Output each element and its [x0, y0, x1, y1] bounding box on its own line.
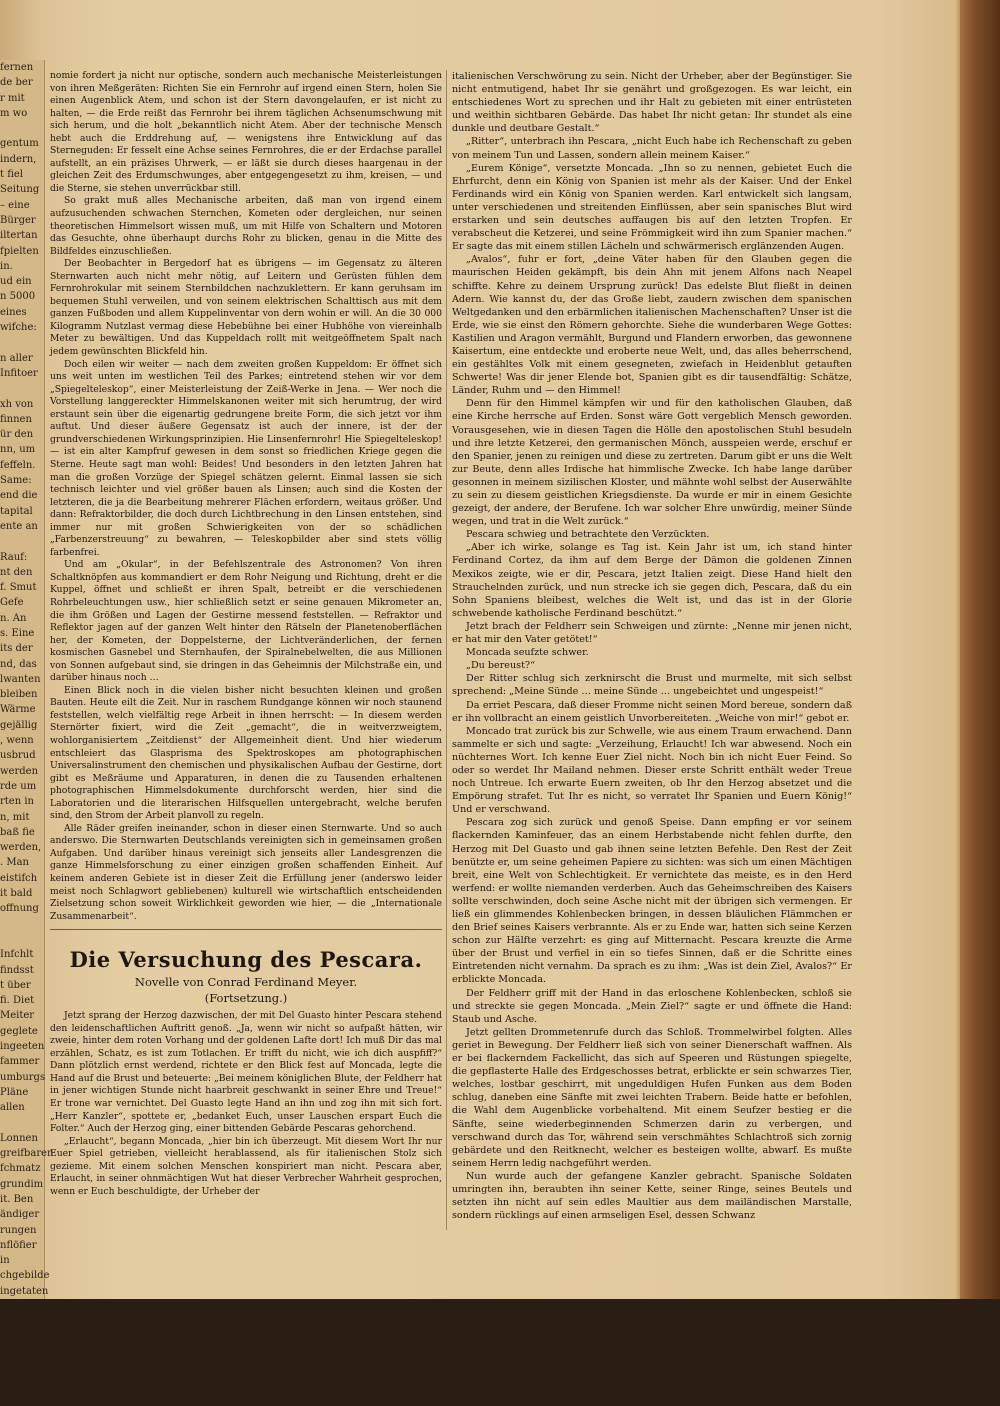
- story-text-left: [50, 1010, 442, 1198]
- previous-page-fragment: Rauf:: [0, 551, 28, 563]
- paragraph: Moncado trat zurück bis zur Schwelle, wie aus einem Traum erwachend. Dann sammelte er sich und sagte: „Verzeihung, Erlaucht! Ich war abwesend. Noch ein nüchternes Wort. Ich kenne Euer Ziel nicht. Noch bin ich nicht Euer Feind. So oder so werdet Ihr Mailand nehmen. Dieser erste Schritt enthält weder Treue noch Untreue. Ich erwarte Euern zweiten, ob Ihr den Herzog absetzet und die Empörung strafet. Tut Ihr es nicht, so verratet Ihr Spanien und Euern König!“ Und er verschwand.: [452, 725, 852, 816]
- previous-page-fragment: finnen: [0, 413, 32, 425]
- previous-page-fragment: its der: [0, 643, 33, 655]
- previous-page-fragment: nflöfier: [0, 1239, 37, 1251]
- previous-page-fragment: offnung: [0, 903, 39, 915]
- previous-page-fragment: ingeeten: [0, 1041, 45, 1052]
- previous-page-fragment: usbrud: [0, 750, 36, 762]
- paragraph: Da erriet Pescara, daß dieser Fromme nicht seinen Mord bereue, sondern daß er ihn vollbracht an einem geistlich Unvorbereiteten. „Weiche von mir!“ gebot er.: [452, 699, 852, 724]
- previous-page-fragment: nt den: [0, 566, 33, 578]
- article-column-right: [452, 70, 852, 1222]
- previous-page-fragment: ingetaten: [0, 1285, 49, 1297]
- previous-page-fragment: , wenn: [0, 735, 34, 747]
- previous-page-fragment: Infchlt: [0, 949, 34, 961]
- previous-page-fragment: greifbaren: [0, 1148, 54, 1160]
- previous-page-fragment: it bald: [0, 888, 33, 900]
- previous-page-fragment: fammer: [0, 1056, 40, 1068]
- previous-page-fragment: Meiter: [0, 1010, 35, 1022]
- previous-page-fragment: ierat der: [0, 1346, 45, 1358]
- previous-page-fragment: n aller: [0, 352, 33, 364]
- previous-page-fragment: [0, 534, 44, 549]
- previous-page-fragment: feffeln.: [0, 459, 36, 471]
- previous-page-fragment: lwanten: [0, 673, 41, 685]
- paragraph: „Ritter“, unterbrach ihn Pescara, „nicht Euch habe ich Rechenschaft zu geben von meinem Tun und Lassen, sondern allein meinem Kaiser.“: [452, 136, 852, 161]
- paragraph: Pescara schwieg und betrachtete den Verzückten.: [466, 529, 710, 541]
- previous-page-fragment: n 5000: [0, 291, 36, 303]
- previous-page-fragment: r mit: [0, 92, 25, 104]
- previous-page-fragment: end die: [0, 490, 38, 502]
- previous-page-fragment: fernen: [0, 62, 34, 73]
- previous-page-fragment: rt,: [0, 1316, 12, 1328]
- previous-page-fragment: fchmatz: [0, 1163, 41, 1175]
- previous-page-fragment: werden,: [0, 842, 42, 854]
- paragraph: Jetzt sprang der Herzog dazwischen, der mit Del Guasto hinter Pescara stehend den leidenschaftlichen Auftritt genoß. „Ja, wenn wir nicht so aufpaßt hätten, wir zweie, hinter dem roten Vorhang und der goldenen Lafte dort! Ich muß Dir das mal erzählen, Schatz, es ist zum Totlachen. Er trifft du nicht, wie ich dich auspfiff?“ Dann plötzlich ernst werdend, richtete er den Blick fest auf Moncada, legte die Hand auf die Brust und beteuerte: „Bei meinem königlichen Blute, der Feldherr hat in jener wichtigen Stunde nicht haarbreit geschwankt in seiner Ehre und Treue!“ Er trone war vernichtet. Del Guasto legte Hand an ihn und zog ihn mit sich fort. „Herr Kanzler“, spottete er, „bedanket Euch, unser Lauschen erspart Euch die Folter.“ Auch der Herzog ging, einer bittenden Gebärde Pescaras gehorchend.: [50, 1010, 442, 1135]
- previous-page-fragment: t fiel: [0, 169, 23, 181]
- previous-page-fragment: Same:: [0, 475, 32, 487]
- previous-page-fragment: nd, das: [0, 658, 37, 670]
- previous-page-fragment: [0, 1115, 44, 1130]
- previous-page-fragment: tapital: [0, 505, 33, 517]
- previous-page-fragment: Infitoer: [0, 367, 38, 379]
- previous-page-fragment: rungen: [0, 1224, 37, 1236]
- previous-page-fragment: indern,: [0, 153, 37, 165]
- paragraph: Einen Blick noch in die vielen bisher nicht besuchten kleinen und großen Bauten. Heute eilt die Zeit. Nur in raschem Rundgange können wir noch staunend feststellen, welch vielfältig rege Arbeit in ihnen herrscht: — In diesem werden Sternörter fixiert, wird die Zeit „gemacht“, die in weitverzweigtem, wohlorganisiertem „Zeitdienst“ der Allgemeinheit dient. Und hier wiederum entschleiert das Glasprisma des Spektroskopes am photographischen Universalinstrument den chemischen und physikalischen Aufbau der Gestirne, dort gibt es Meßräume und Apparaturen, in denen die zu Tausenden erhaltenen photographischen Himmelsdokumente durchforscht werden, hier sind die Laboratorien und die literarischen Hilfsquellen untergebracht, welche berufen sind, den Strom der Arbeit planvoll zu regeln.: [50, 684, 442, 822]
- previous-page-fragment: eistifch: [0, 872, 38, 884]
- paragraph: Moncada seufzte schwer.: [466, 647, 589, 659]
- previous-page-fragment: [0, 121, 44, 136]
- previous-page-fragment: Bürger: [0, 214, 36, 226]
- previous-page-fragment: ür den: [0, 429, 34, 441]
- previous-page-fragment: werden: [0, 765, 39, 777]
- paragraph: Alle Räder greifen ineinander, schon in dieser einen Sternwarte. Und so auch anderswo. Die Sternwarten Deutschlands vereinigten sich in gemeinsamen großen Aufgaben. Und darüber hinaus vereinigt sich jenseits aller Landesgrenzen die ganze Himmelsforschung zu einer einzigen großen schaffenden Einheit. Auf keinem anderen Gebiete ist in dieser Zeit die Erfüllung jener (anderswo leider meist noch Schlagwort gebliebenen) kulturell wie wirtschaftlich entscheidenden Zielsetzung schon soweit Wirklichkeit geworden wie hier, — die „Internationale Zusammenarbeit“.: [50, 822, 442, 922]
- previous-page-fragment: it. Ben: [0, 1193, 34, 1205]
- paragraph: Der Ritter schlug sich zerknirscht die Brust und murmelte, mit sich selbst sprechend: „Meine Sünde … meine Sünde … ungebeichtet und ungespeist!“: [452, 673, 852, 698]
- paragraph: Pescara zog sich zurück und genoß Speise. Dann empfing er vor seinem flackernden Kaminfeuer, das an einem Herbstabende nicht fehlen durfte, den Herzog mit Del Guasto und gab ihnen seine letzten Befehle. Den Rest der Zeit benützte er, um seine geheimen Papiere zu sichten: was sich um einen Mächtigen breit, eine Welt von Schlechtigkeit. Er vernichtete das meiste, es in den Herd werfend: er wollte niemanden verderben. Auch das Geheimschreiben des Kaisers sollte verschwinden, doch seine Asche nicht mit der übrigen sich vermengen. Er ließ ein glimmendes Kohlenbecken bringen, in dessen bläulichen Flämmchen er den Brief seines Kaisers verbrannte. Als er zu Ende war, hatten sich seine Kerzen schon zur Hälfte verzehrt: es ging auf Mitternacht. Pescara kreuzte die Arme über der Brust und verfiel in ein so tiefes Sinnen, daß er die Schritte eines Eintretenden nicht vernahm. Da sprach es zu ihm: „Was ist dein Ziel, Avalos?“ Er erblickte Moncada.: [452, 817, 852, 986]
- book-binding-edge: [960, 0, 1000, 1299]
- previous-page-fragment: ente an: [0, 520, 38, 532]
- previous-page-fragment: fpielten: [0, 245, 39, 257]
- paragraph: Jetzt brach der Feldherr sein Schweigen und zürnte: „Nenne mir jenen nicht, er hat mir den Vater getötet!“: [452, 620, 852, 646]
- previous-page-fragment: [0, 335, 44, 350]
- paragraph: Und am „Okular“, in der Befehlszentrale des Astronomen? Von ihren Schaltknöpfen aus kommandiert er dem Rohr Neigung und Richtung, dreht er die Kuppel, öffnet und schließt er ihren Spalt, betreibt er die verschiedenen Rohrbeleuchtungen usw., hier schließlich setzt er seine genauen Mikrometer an, die ihm Größen und Lagen der Gestirne messend feststellen. — Refraktor und Reflektor jagen auf der ganzen Welt hinter den Rätseln der Planetenoberflächen her, der Kometen, der Doppelsterne, der Lichtveränderlichen, der fernen kosmischen Gasnebel und Sternhaufen, der Spiralnebelwelten, die aus Millionen von Sonnen aufgebaut sind, sie dringen in das Geheimnis der Milchstraße ein, und darüber hinaus noch …: [50, 559, 442, 684]
- previous-page-fragment: rde um: [0, 780, 37, 792]
- paragraph: „Erlaucht“, begann Moncada, „hier bin ich überzeugt. Mit diesem Wort Ihr nur Euer Spiel getrieben, vielleicht herablassend, als für italienischen Stolz sich gezieme. Mit einem solchen Menschen konspiriert man nicht. Pescara aber, Erlaucht, in seiner ohnmächtigen Wut hat dieser Verbrecher Wahrheit gesprochen, wenn er Euch beschuldigte, der Urheber der: [50, 1135, 442, 1197]
- previous-page-fragment: m bi: [0, 1377, 23, 1389]
- previous-page-fragment: iltertan: [0, 230, 38, 242]
- story-text-right: [452, 70, 852, 1222]
- astronomy-article-text: [50, 70, 442, 923]
- previous-page-fragment: Pläne: [0, 1086, 29, 1098]
- previous-page-fragment: chgebilde: [0, 1270, 50, 1282]
- previous-page-fragment: r Seitty: [0, 1392, 38, 1404]
- previous-page-fragment: nn, um: [0, 444, 36, 456]
- previous-page-fragment: xh von: [0, 398, 34, 410]
- previous-page-fragment: m wo: [0, 107, 28, 119]
- previous-page-fragment: wifche:: [0, 322, 37, 334]
- previous-page-fragment: n, mit: [0, 811, 30, 823]
- previous-page-fragment: gejällig: [0, 719, 38, 731]
- previous-page-fragment: gentum: [0, 138, 39, 150]
- previous-page-fragment: findsst: [0, 964, 34, 976]
- previous-page-edge: [0, 60, 54, 1404]
- previous-page-fragment: von: [0, 1362, 19, 1374]
- paragraph: „Du bereust?“: [466, 660, 535, 672]
- previous-page-fragment: bleiben: [0, 689, 38, 701]
- previous-page-fragment: t über: [0, 979, 31, 991]
- paragraph: nomie fordert ja nicht nur optische, sondern auch mechanische Meisterleistungen von ihren Meßgeräten: Richten Sie ein Fernrohr auf irgend einen Stern, holen Sie einen Augenblick Atem, und schon ist der Stern davongelaufen, er ist nicht zu halten, — die Erde reißt das Fernrohr bei ihrem täglichen Achsenumschwung mit sich herum, und die holt „bekanntlich nicht Atem. Aber der technische Mensch hebt auch die Erddrehung auf, — wenigstens ihre Entwicklung auf das Sterneguden: Er fesselt eine Achse seines Fernrohres, die er der Erdachse parallel aufstellt, an ein präzises Uhrwerk, — er läßt sie durch dieses haargenau in der gleichen Zeit des Erdumschwunges, aber entgegengesetzt zu ihm, kreisen, — und die Sterne, sie stehen unverrückbar still.: [50, 70, 442, 194]
- previous-page-fragment: n. An: [0, 612, 27, 624]
- previous-page-fragment: Gefe: [0, 597, 24, 609]
- story-subtitle: Novelle von Conrad Ferdinand Meyer.: [134, 975, 358, 990]
- paragraph: Doch eilen wir weiter — nach dem zweiten großen Kuppeldom: Er öffnet sich uns weit unten im westlichen Teil des Parkes; eintretend stehen wir vor dem „Spiegelteleskop“, einer Meisterleistung der Zeiß-Werke in Jena. — Wer noch die Vorstellung langgereckter Himmelskanonen weiter mit sich herumtrug, der wird erstaunt sein über die eigenartig gedrungene breite Form, die sich jetzt vor ihm auftut. Und dieser äußere Gegensatz ist auch der innere, ist der der grundverschiedenen Wirkungsprinzipien. Hie Linsenfernrohr! Hie Spiegelteleskop! — ist ein alter Kampfruf gewesen in dem sonst so friedlichen Kriege gegen die Sterne. Heute sagt man wohl: Beides! Und besonders in den letzten Jahren hat man die großen Vorzüge der Spiegel schätzen gelernt. Einmal lassen sie sich technisch leichter und viel größer bauen als Linsen; auch sind die Kosten der letzteren, die ja die Bearbeitung mehrerer Flächen erfordern, weitaus größer. Und dann: Refraktorbilder, die doch durch Lichtbrechung in den Linsen entstehen, sind immer nur mit großen Schwierigkeiten von der so schädlichen „Farbenzerstreuung“ zu bewahren, — Teleskopbilder aber sind stets völlig farbenfrei.: [50, 358, 442, 558]
- previous-page-fragment: Lonnen: [0, 1132, 38, 1144]
- section-divider: [50, 929, 442, 930]
- previous-page-fragment: Seitung: [0, 184, 40, 196]
- paragraph: Denn für den Himmel kämpfen wir und für den katholischen Glauben, daß eine Kirche herrsche auf Erden. Sonst wäre Gott vergeblich Mensch geworden. Vorausgesehen, wie in diesen Tagen die Hölle den apostolischen Stuhl besudeln und ihre letzte Ketzerei, den germanischen Mönch, ausspeien werde, erschuf er den Spanier, jenen zu reinigen und diese zu zertreten. Darum gibt er uns die Welt zur Beute, denn alles Irdische hat himmlische Zwecke. Ich habe lange darüber gesonnen in meinem sizilischen Kloster, und mähnte wohl selbst der Auserwählte zu sein zu diesem geistlichen Kriegsdienste. Da wurde er mir in einem Gesichte gezeigt, der andere, der Berufene. Ich war solcher Ehre unwürdig, meiner Sünde wegen, und trat in die Welt zurück.“: [452, 398, 852, 528]
- previous-page-fragment: eines: [0, 306, 27, 318]
- paragraph: Der Beobachter in Bergedorf hat es übrigens — im Gegensatz zu älteren Sternwarten auch nicht mehr nötig, auf Leitern und Gerüsten fühlen dem Fernrohrokular mit seinem Sternbildchen nachzuklettern. Er kann geruhsam im bequemen Stuhl verweilen, und von seinem elektrischen Schalttisch aus mit dem ganzen Fußboden und allem Kuppelinventar von dern wohin er will. An die 30 000 Kilogramm Nutzlast vermag diese Hebebühne bei einer Hubhöhe von viereinhalb Meter zu bewältigen. Und das Kuppeldach rollt mit weitgeöffnetem Spalt nach jedem gewünschten Blickfeld hin.: [50, 258, 442, 358]
- previous-page-fragment: de ber: [0, 77, 33, 89]
- previous-page-fragment: baß fie: [0, 826, 35, 838]
- story-header: [50, 946, 442, 1006]
- previous-page-fragment: n pur: [0, 1301, 28, 1313]
- previous-page-fragment: umburgs: [0, 1071, 46, 1083]
- previous-page-fragment: [0, 1330, 44, 1345]
- paragraph: Nun wurde auch der gefangene Kanzler gebracht. Spanische Soldaten umringten ihn, beraubten ihn seiner Kette, seiner Ringe, seines Beutels und setzten ihn nicht auf sein edles Maultier aus dem mailändischen Marstalle, sondern rücklings auf einen armseligen Esel, dessen Schwanz: [452, 1170, 852, 1222]
- story-title: Die Versuchung des Pescara.: [69, 947, 423, 973]
- previous-page-fragment: fi. Diet: [0, 995, 35, 1007]
- previous-page-fragment: – eine: [0, 199, 30, 211]
- paragraph: „Eurem Könige“, versetzte Moncada. „Ihn so zu nennen, gebietet Euch die Ehrfurcht, denn ein König von Spanien ist mehr als der Kaiser. Und der Enkel Ferdinands wird ein König von Spanien werden. Karl entwickelt sich langsam, unter verschiedenen und streitenden Einflüssen, aber sein spanisches Blut wird erstarken und sein deutsches auffaugen bis auf den letzten Tropfen. Er verabscheut die Ketzerei, und seine Frömmigkeit wird ihn zum Spanier machen.“ Er sagte das mit einem stillen Lächeln und schwärmerisch erglänzenden Augen.: [452, 162, 852, 253]
- previous-page-fragment: [0, 932, 44, 947]
- column-divider: [446, 70, 447, 1230]
- previous-page-fragment: Wärme: [0, 704, 36, 716]
- story-continuation-note: (Fortsetzung.): [204, 991, 288, 1006]
- previous-page-fragment: [0, 381, 44, 396]
- previous-page-fragment: s. Eine: [0, 627, 35, 639]
- previous-page-fragment: rten in: [0, 796, 34, 808]
- paragraph: italienischen Verschwörung zu sein. Nicht der Urheber, aber der Begünstiger. Sie nicht entmutigend, habet Ihr sie genährt und großgezogen. Es war leicht, ein entschiedenes Wort zu sprechen und ihr Halt zu gebieten mit einer entrüsteten und weithin sichtbaren Gebärde. Das habet Ihr nicht getan: Ihr stundet als eine dunkle und deutbare Gestalt.“: [452, 71, 852, 135]
- paragraph: „Aber ich wirke, solange es Tag ist. Kein Jahr ist um, ich stand hinter Ferdinand Cortez, da ihm auf dem Berge der Dämon die goldenen Zinnen Mexikos zeigte, wie er dir, Pescara, jetzt Italien zeigt. Diese Hand hielt den Strauchelnden zurück, und nun strecke ich sie gegen dich, Pescara, daß du ein Sohn Spaniens bleibest, welches die Welt ist, und das ist in der Glorie schwebende katholische Ferdinand beschützt.“: [452, 542, 852, 619]
- paragraph: „Avalos“, fuhr er fort, „deine Väter haben für den Glauben gegen die maurischen Heiden gekämpft, bis dein Ahn mit jenem Alfons nach Neapel schiffte. Kehre zu deinem Ursprung zurück! Das edelste Blut fließt in deinen Adern. Wie kannst du, der das Große liebt, zaudern zwischen dem spanischen Weltgedanken und den erbärmlichen italienischen Machenschaften? Unser ist die Erde, wie sie einst den Römern gehorchte. Siehe die wunderbaren Wege Gottes: Kastilien und Aragon vermählt, Burgund und Flandern erworben, das gewonnene Kaisertum, eine entdeckte und eroberte neue Welt, und, das alles beherrschend, ein gestähltes Volk mit einem gesegneten, zwiefach in Heidenblut getauften Schwerte! Was dir jener Elende bot, Spanien gibt es dir tausendfältig: Schätze, Länder, Ruhm und — den Himmel!: [452, 254, 852, 397]
- previous-page-fragment: ud ein: [0, 276, 32, 288]
- previous-page-fragment: . Man: [0, 857, 29, 869]
- paragraph: Jetzt gellten Drommetenrufe durch das Schloß. Trommelwirbel folgten. Alles geriet in Bewegung. Der Feldherr ließ sich von seiner Dienerschaft waffnen. Als er bei flackerndem Fackellicht, das sich auf Speeren und Rüstungen spiegelte, die gepflasterte Halle des Erdgeschosses betrat, erblickte er sein schwarzes Tier, welches, lostbar geschirrt, mit ungeduldigen Hufen Funken aus dem Boden schlug, daneben eine Sänfte mit zwei leichten Trabern. Beide hatte er befohlen, die Wahl dem Augenblicke vorbehaltend. Mit einem Seufzer bestieg er die Sänfte, seine wiederbeginnenden Schmerzen darin zu verbergen, und verschwand durch das Tor, während sein verschmähtes Schlachtroß sich zornig gebärdete und den Reitknecht, welcher es besteigen wollte, abwarf. Es mußte seinem Herrn ledig nachgeführt werden.: [452, 1026, 852, 1169]
- previous-page-fragment: geglete: [0, 1025, 38, 1037]
- paragraph: So grakt muß alles Mechanische arbeiten, daß man von irgend einem aufzusuchenden schwachen Sternchen, Kometen oder dergleichen, nur seinen theoretischen Himmelsort wissen muß, um mit Hilfe von Schaltern und Motoren das Gesuchte, ohne überhaupt durchs Rohr zu blicken, genau in die Mitte des Bildfeldes einzuschließen.: [50, 195, 442, 257]
- previous-page-fragment: grundim: [0, 1178, 44, 1190]
- previous-page-fragment: in: [0, 1255, 10, 1267]
- previous-page-fragment: ändiger: [0, 1209, 40, 1221]
- previous-page-fragment: f. Smut: [0, 582, 37, 594]
- previous-page-fragment: [0, 917, 44, 932]
- previous-page-fragment: in.: [0, 260, 13, 272]
- previous-page-fragment: allen: [0, 1102, 25, 1114]
- paragraph: Der Feldherr griff mit der Hand in das erloschene Kohlenbecken, schloß sie und streckte sie gegen Moncada. „Mein Ziel?“ sagte er und öffnete die Hand: Staub und Asche.: [452, 987, 852, 1025]
- article-column-left: [50, 70, 442, 1198]
